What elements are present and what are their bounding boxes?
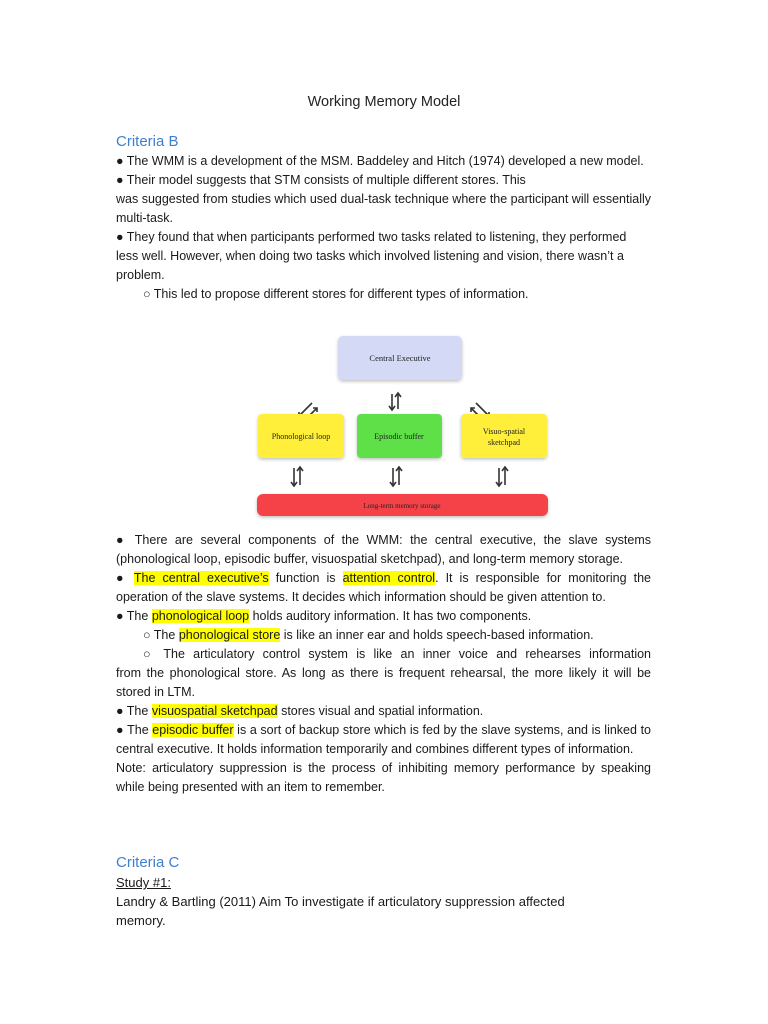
- arrow-episodic-ltm: [390, 467, 402, 486]
- visuospatial-label-line1: Visuo-spatial: [482, 427, 526, 436]
- vs-rest: stores visual and spatial information.: [277, 704, 484, 718]
- ce-highlight-attention: attention control: [342, 571, 436, 585]
- phonological-store-sub: [116, 626, 651, 645]
- ce-mid: function is: [268, 571, 343, 585]
- document-title: Working Memory Model: [307, 94, 461, 110]
- components-overview: ● There are several components of the WMM: the central executive, the slave systems (phonological loop, episodic buffer, visuospatial sketchpad), and long-term memory storage.: [116, 533, 651, 566]
- arrow-phonological-ltm: [291, 467, 303, 486]
- pl-rest: holds auditory information. It has two components.: [249, 609, 532, 623]
- criteria-c-section: [116, 873, 651, 930]
- eb-prefix: ● The: [116, 723, 153, 737]
- pl-prefix: ● The: [116, 609, 152, 623]
- articulatory-control-sub: ○ The articulatory control system is like an inner voice and rehearses information: [143, 647, 651, 661]
- intro-bullet-stm-cont: was suggested from studies which used dual-task technique where the participant will essentially multi-task.: [116, 192, 652, 225]
- study-label: Study #1:: [116, 875, 171, 890]
- ps-rest: is like an inner ear and holds speech-based information.: [280, 628, 594, 642]
- ce-rest: . It is responsible for monitoring the operation of the slave systems. It decides which information should be given attention to.: [116, 571, 651, 604]
- arrow-visuospatial-ltm: [496, 467, 508, 486]
- eb-highlight: episodic buffer: [152, 723, 234, 737]
- ce-highlight: The central executive’s: [133, 571, 269, 585]
- intro-sub-point: ○ This led to propose different stores for different types of information.: [143, 287, 529, 301]
- arrow-ce-episodic: [389, 393, 401, 410]
- pl-highlight: phonological loop: [151, 609, 250, 623]
- vs-highlight: visuospatial sketchpad: [151, 704, 278, 718]
- study-text: Landry & Bartling (2011) Aim To investigate if articulatory suppression affected memory.: [116, 894, 565, 928]
- episodic-buffer-bullet: [116, 721, 651, 759]
- episodic-buffer-label: Episodic buffer: [374, 432, 424, 441]
- articulatory-suppression-note: Note: articulatory suppression is the process of inhibiting memory performance by speaking while being presented with an item to remember.: [116, 761, 651, 794]
- phonological-loop-bullet: [116, 607, 651, 626]
- criteria-b-intro: [116, 152, 651, 304]
- intro-bullet-findings: ● They found that when participants performed two tasks related to listening, they performed less well. However, when doing two tasks which involved listening and vision, there wasn’t a problem.: [116, 230, 627, 282]
- vs-prefix: ● The: [116, 704, 152, 718]
- ce-bullet: ●: [116, 571, 134, 585]
- central-executive-bullet: [116, 569, 651, 607]
- long-term-memory-label: Long-term memory storage: [363, 502, 441, 510]
- intro-bullet-stm: ● Their model suggests that STM consists of multiple different stores. This: [116, 173, 526, 187]
- ps-highlight: phonological store: [178, 628, 281, 642]
- intro-bullet-wmm: ● The WMM is a development of the MSM. Baddeley and Hitch (1974) developed a new model.: [116, 154, 644, 168]
- visuospatial-sketchpad-box: [461, 414, 547, 458]
- visuospatial-bullet: [116, 702, 651, 721]
- eb-rest: is a sort of backup store which is fed by the slave systems, and is linked to central executive. It holds information temporarily and combines different types of information.: [116, 723, 652, 756]
- criteria-b-heading: Criteria B: [116, 133, 179, 150]
- criteria-c-heading: Criteria C: [116, 854, 180, 871]
- ps-prefix: ○ The: [143, 628, 179, 642]
- central-executive-label: Central Executive: [369, 353, 431, 363]
- phonological-loop-label: Phonological loop: [271, 432, 331, 441]
- visuospatial-label-line2: sketchpad: [488, 438, 520, 447]
- working-memory-diagram: [250, 330, 555, 525]
- components-section: [116, 531, 651, 797]
- articulatory-control-cont: from the phonological store. As long as there is frequent rehearsal, the more likely it will be stored in LTM.: [116, 666, 651, 699]
- diagram-svg: [250, 330, 555, 525]
